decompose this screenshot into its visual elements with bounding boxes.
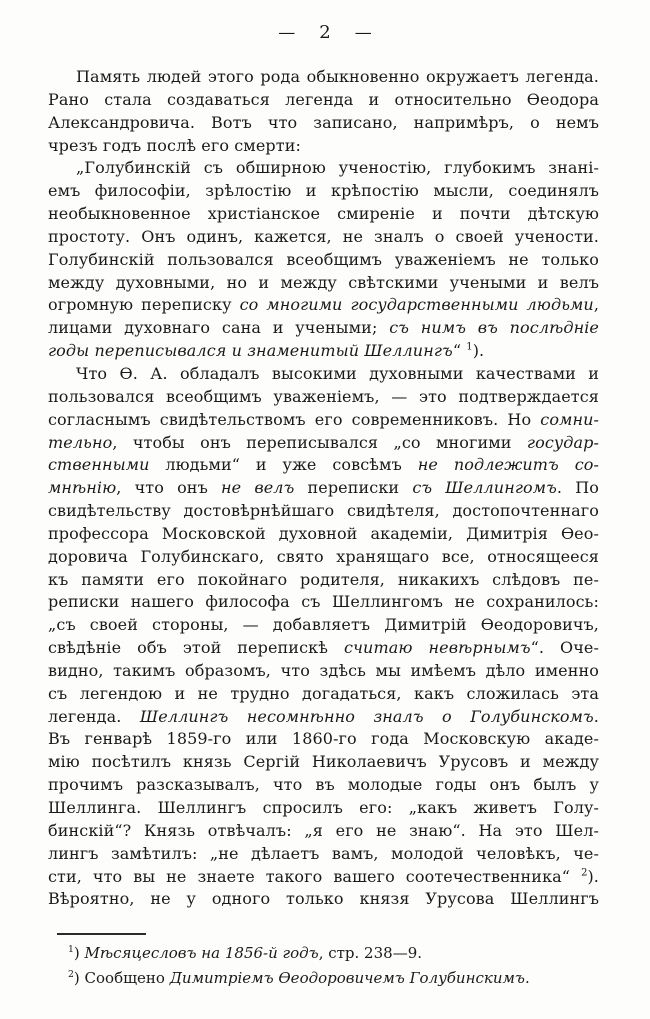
text-line bbox=[48, 66, 599, 89]
text-segment: государ- bbox=[526, 432, 599, 452]
text-segment: “. Оче- bbox=[530, 638, 599, 658]
text-line bbox=[48, 500, 599, 523]
text-line bbox=[48, 386, 599, 409]
text-segment: Рано стала создаваться легенда и относительно Ѳеодора bbox=[48, 89, 599, 109]
text-segment: сти, что вы не знаете такого вашего соотечественника“ bbox=[48, 866, 582, 886]
text-segment: годы переписывался и знаменитый Шеллингъ bbox=[48, 341, 453, 361]
text-segment: . По bbox=[556, 478, 599, 498]
text-segment: съ нимъ въ послѣдніе bbox=[389, 318, 599, 338]
text-segment: простоту. Онъ одинъ, кажется, не зналъ о своей учености. bbox=[48, 226, 599, 246]
footnote-rule bbox=[57, 933, 146, 935]
text-segment: между духовными, но и между свѣтскими учеными и велъ bbox=[48, 272, 599, 292]
text-segment: , что онъ bbox=[116, 478, 221, 498]
text-segment: не подлежитъ со- bbox=[417, 455, 599, 475]
text-line bbox=[48, 226, 599, 249]
text-segment: реписки нашего философа съ Шеллингомъ не сохранилось: bbox=[48, 592, 599, 612]
footnote-marker: 2 bbox=[68, 969, 74, 980]
text-segment: “ bbox=[452, 341, 467, 361]
text-segment: . bbox=[593, 706, 599, 726]
text-segment: необыкновенное христіанское смиреніе и почти дѣтскую bbox=[48, 204, 599, 224]
text-segment: съ Шеллингомъ bbox=[412, 478, 557, 498]
text-segment: ) Сообщено bbox=[73, 969, 170, 987]
text-line bbox=[48, 89, 599, 112]
text-line bbox=[48, 751, 599, 774]
text-line bbox=[48, 409, 599, 432]
text-line bbox=[48, 249, 599, 272]
text-line bbox=[48, 180, 599, 203]
body-text bbox=[48, 66, 599, 911]
text-segment: „съ своей стороны, — добавляетъ Димитрій Ѳеодоровичъ, bbox=[48, 615, 599, 635]
text-segment: , стр. 238—9. bbox=[318, 944, 423, 962]
text-line bbox=[48, 706, 599, 729]
text-line bbox=[48, 660, 599, 683]
text-segment: Голубинскій пользовался всеобщимъ уваженіемъ не только bbox=[48, 249, 599, 269]
text-segment: ). bbox=[472, 341, 485, 361]
text-segment: съ легендою и не трудно догадаться, какъ сложилась эта bbox=[48, 683, 599, 703]
text-line bbox=[48, 363, 599, 386]
text-segment: доровича Голубинскаго, свято хранящаго все, относящееся bbox=[48, 546, 599, 566]
text-segment: Что Ѳ. А. обладалъ высокими духовными качествами и bbox=[76, 363, 599, 383]
text-segment: къ памяти его покойнаго родителя, никакихъ слѣдовъ пе- bbox=[48, 569, 599, 589]
text-line bbox=[48, 294, 599, 317]
text-line bbox=[48, 340, 599, 363]
footnote-item bbox=[48, 966, 599, 991]
text-segment: сомни- bbox=[540, 409, 599, 429]
text-line bbox=[48, 546, 599, 569]
text-segment: пользовался всеобщимъ уваженіемъ, — это подтверждается bbox=[48, 386, 599, 406]
text-line bbox=[48, 866, 599, 889]
text-segment: лицами духовнаго сана и учеными; bbox=[48, 318, 390, 338]
text-segment: Димитріемъ Ѳеодоровичемъ Голубинскимъ bbox=[169, 969, 525, 987]
text-segment: Память людей этого рода обыкновенно окружаетъ легенда. bbox=[76, 67, 599, 86]
text-line bbox=[48, 843, 599, 866]
text-segment: бинскій“? Князь отвѣчалъ: „я его не знаю“. На это Шел- bbox=[48, 820, 599, 840]
text-segment: , bbox=[593, 295, 599, 315]
header-dash-right: — bbox=[354, 23, 372, 43]
footnote-marker: 1 bbox=[68, 944, 74, 955]
text-line bbox=[48, 774, 599, 797]
text-segment: ственными bbox=[48, 455, 150, 475]
text-segment: чрезъ годъ послѣ его смерти: bbox=[48, 135, 301, 155]
text-line bbox=[48, 477, 599, 500]
text-segment: лингъ замѣтилъ: „не дѣлаетъ вамъ, молодой человѣкъ, че- bbox=[48, 843, 599, 863]
text-segment: мію посѣтилъ князь Сергій Николаевичъ Урусовъ и между bbox=[48, 752, 599, 772]
text-segment: считаю невѣрнымъ bbox=[343, 638, 531, 658]
text-segment: Въ генварѣ 1859-го или 1860-го года Московскую акаде- bbox=[48, 729, 599, 749]
text-segment: свѣдѣніе объ этой перепискѣ bbox=[48, 638, 344, 658]
text-segment: Шеллинга. Шеллингъ спросилъ его: „какъ живетъ Голу- bbox=[48, 798, 599, 817]
text-line bbox=[48, 683, 599, 706]
text-segment: видно, такимъ образомъ, что здѣсь мы имѣемъ дѣло именно bbox=[48, 660, 599, 680]
text-segment: мнѣнію bbox=[48, 478, 117, 498]
footnote-marker: 2 bbox=[581, 867, 588, 879]
text-line bbox=[48, 614, 599, 637]
footnotes bbox=[48, 941, 599, 991]
page-number: 2 bbox=[319, 22, 331, 43]
text-segment: Александровича. Вотъ что записано, напримѣръ, о немъ bbox=[48, 112, 599, 132]
text-segment: со многими государственными людьми bbox=[239, 295, 594, 315]
text-segment: людьми“ и уже совсѣмъ bbox=[149, 455, 418, 475]
text-segment: согласнымъ свидѣтельствомъ его современниковъ. Но bbox=[48, 409, 541, 429]
text-segment: Мѣсяцесловъ на 1856-й годъ bbox=[84, 944, 319, 962]
text-segment: ) bbox=[73, 944, 85, 962]
text-line bbox=[48, 135, 599, 158]
text-segment: свидѣтельству достовѣрнѣйшаго свидѣтеля, достопочтеннаго bbox=[48, 501, 599, 521]
text-segment: , чтобы онъ переписывался „со многими bbox=[112, 432, 527, 452]
text-segment: „Голубинскій съ обширною ученостію, глубокимъ знані- bbox=[76, 158, 599, 178]
text-segment: переписки bbox=[294, 478, 413, 498]
text-segment: прочимъ разсказывалъ, что въ молодые годы онъ былъ у bbox=[48, 775, 599, 795]
text-line bbox=[48, 454, 599, 477]
text-line bbox=[48, 523, 599, 546]
text-segment: Шеллингъ несомнѣнно зналъ о Голубинскомъ bbox=[139, 706, 594, 726]
text-line bbox=[48, 272, 599, 295]
text-line bbox=[48, 569, 599, 592]
text-segment: емъ философіи, зрѣлостію и крѣпостію мысли, соединялъ bbox=[48, 181, 599, 201]
header-dash-left: — bbox=[278, 23, 296, 43]
page-header bbox=[0, 22, 650, 43]
footnote-marker: 1 bbox=[466, 341, 473, 353]
text-line bbox=[48, 203, 599, 226]
text-segment: ). bbox=[587, 866, 599, 886]
text-line bbox=[48, 728, 599, 751]
text-segment: не велъ bbox=[220, 478, 295, 498]
text-line bbox=[48, 317, 599, 340]
footnote-item bbox=[48, 941, 599, 966]
text-line bbox=[48, 432, 599, 455]
text-segment: Вѣроятно, не у одного только князя Урусова Шеллингъ bbox=[48, 889, 599, 909]
text-segment: огромную переписку bbox=[48, 295, 240, 315]
text-segment: . bbox=[524, 969, 530, 987]
text-segment: профессора Московской духовной академіи, Димитрія Ѳео- bbox=[48, 523, 599, 543]
text-line bbox=[48, 157, 599, 180]
text-line bbox=[48, 637, 599, 660]
text-line bbox=[48, 797, 599, 820]
text-segment: тельно bbox=[48, 432, 113, 452]
text-line bbox=[48, 820, 599, 843]
text-segment: легенда. bbox=[48, 706, 140, 726]
text-line bbox=[48, 112, 599, 135]
text-line bbox=[48, 591, 599, 614]
text-line bbox=[48, 888, 599, 911]
